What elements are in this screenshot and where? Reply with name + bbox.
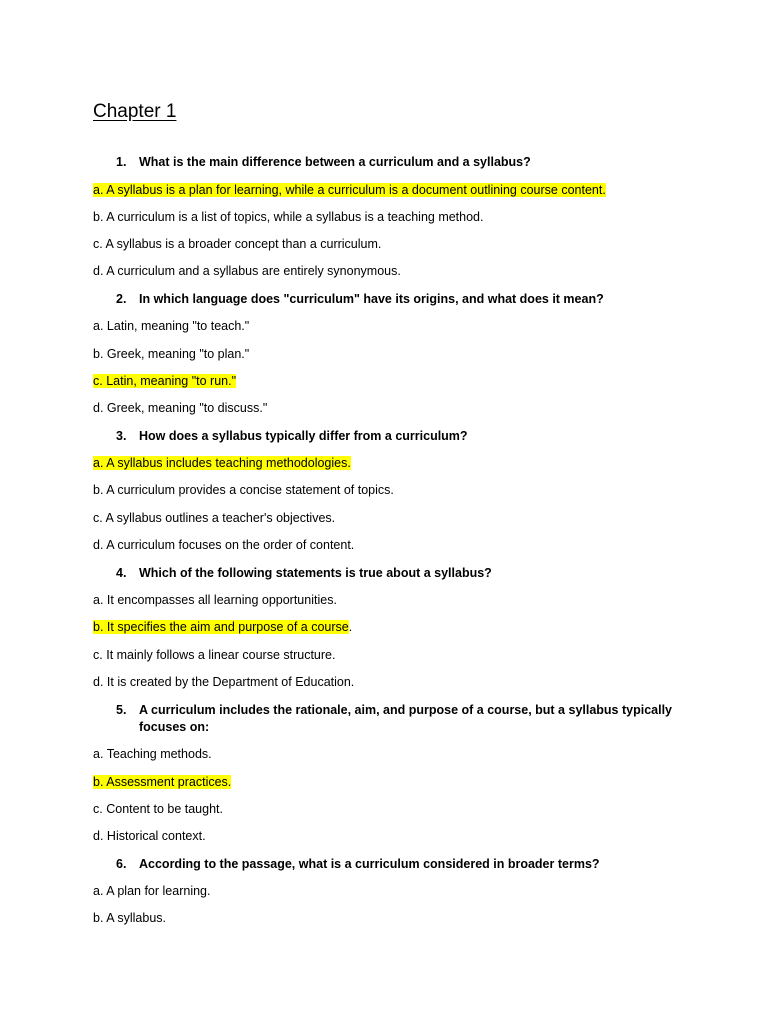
option-text: Assessment practices. (106, 775, 232, 789)
option-text: A curriculum is a list of topics, while a syllabus is a teaching method. (106, 210, 484, 224)
option-text: A syllabus outlines a teacher's objectives. (105, 511, 336, 525)
option-trailing-period: . (348, 620, 353, 634)
option-1c (93, 236, 381, 253)
option-label: a. (93, 884, 104, 898)
question-text: How does a syllabus typically differ from a curriculum? (139, 429, 468, 443)
option-5d (93, 828, 206, 845)
option-1a (93, 182, 606, 199)
question-3 (116, 428, 676, 445)
option-text: Historical context. (106, 829, 206, 843)
option-text: Content to be taught. (106, 802, 223, 816)
option-text: A syllabus includes teaching methodologies. (106, 456, 351, 470)
option-label: d. (93, 401, 104, 415)
option-label: c. (93, 237, 103, 251)
question-text: According to the passage, what is a curriculum considered in broader terms? (139, 857, 600, 871)
option-label: b. (93, 911, 104, 925)
question-number: 1. (116, 155, 127, 169)
question-text: A curriculum includes the rationale, aim, and purpose of a course, but a syllabus typically focuses on: (139, 703, 673, 734)
option-2c (93, 373, 236, 390)
highlighted-answer (93, 374, 236, 388)
option-text: A plan for learning. (106, 884, 211, 898)
option-label: b. (93, 210, 104, 224)
option-2a (93, 318, 249, 335)
option-text: A curriculum provides a concise statement of topics. (106, 483, 394, 497)
question-text: Which of the following statements is true about a syllabus? (139, 566, 492, 580)
question-number: 5. (116, 703, 127, 717)
option-text: Latin, meaning "to run." (106, 374, 237, 388)
option-label: b. (93, 775, 104, 789)
highlighted-answer (93, 456, 351, 470)
option-4c (93, 647, 335, 664)
option-label: d. (93, 829, 104, 843)
option-4d (93, 674, 354, 691)
question-1 (116, 154, 676, 171)
option-3c (93, 510, 335, 527)
option-label: b. (93, 483, 104, 497)
question-4 (116, 565, 676, 582)
option-text: A syllabus. (106, 911, 166, 925)
chapter-title: Chapter 1 (93, 101, 177, 122)
option-3a (93, 455, 351, 472)
option-1b (93, 209, 484, 226)
option-text: Greek, meaning "to discuss." (106, 401, 268, 415)
option-text: A curriculum focuses on the order of content. (106, 538, 355, 552)
question-text: In which language does "curriculum" have its origins, and what does it mean? (139, 292, 604, 306)
highlighted-answer (93, 775, 231, 789)
option-text: A syllabus is a plan for learning, while a curriculum is a document outlining course content. (106, 183, 606, 197)
question-number: 6. (116, 857, 127, 871)
option-label: a. (93, 593, 104, 607)
option-label: c. (93, 648, 103, 662)
option-label: d. (93, 264, 104, 278)
option-4b (93, 619, 352, 636)
option-label: b. (93, 347, 104, 361)
option-text: Latin, meaning "to teach." (106, 319, 250, 333)
option-label: c. (93, 374, 103, 388)
option-2b (93, 346, 249, 363)
highlighted-answer (93, 183, 606, 197)
question-number: 4. (116, 566, 127, 580)
question-number: 2. (116, 292, 127, 306)
highlighted-answer (93, 620, 349, 634)
question-2 (116, 291, 676, 308)
option-1d (93, 263, 401, 280)
option-text: A syllabus is a broader concept than a curriculum. (105, 237, 382, 251)
option-text: Teaching methods. (106, 747, 212, 761)
option-6a (93, 883, 210, 900)
option-4a (93, 592, 337, 609)
option-label: a. (93, 183, 104, 197)
option-text: It mainly follows a linear course structure. (106, 648, 336, 662)
option-5a (93, 746, 212, 763)
option-text: Greek, meaning "to plan." (106, 347, 250, 361)
option-label: d. (93, 675, 104, 689)
option-5b (93, 774, 231, 791)
question-text: What is the main difference between a curriculum and a syllabus? (139, 155, 531, 169)
question-5 (116, 702, 676, 736)
option-label: c. (93, 802, 103, 816)
option-label: b. (93, 620, 104, 634)
option-label: a. (93, 319, 104, 333)
option-text: A curriculum and a syllabus are entirely synonymous. (106, 264, 401, 278)
option-text: It encompasses all learning opportunities. (106, 593, 337, 607)
option-3d (93, 537, 354, 554)
option-label: d. (93, 538, 104, 552)
question-number: 3. (116, 429, 127, 443)
option-2d (93, 400, 267, 417)
option-6b (93, 910, 166, 927)
option-label: c. (93, 511, 103, 525)
option-3b (93, 482, 394, 499)
option-text: It is created by the Department of Education. (106, 675, 355, 689)
question-6 (116, 856, 676, 873)
option-5c (93, 801, 223, 818)
option-label: a. (93, 456, 104, 470)
option-label: a. (93, 747, 104, 761)
option-text: It specifies the aim and purpose of a course (106, 620, 349, 634)
